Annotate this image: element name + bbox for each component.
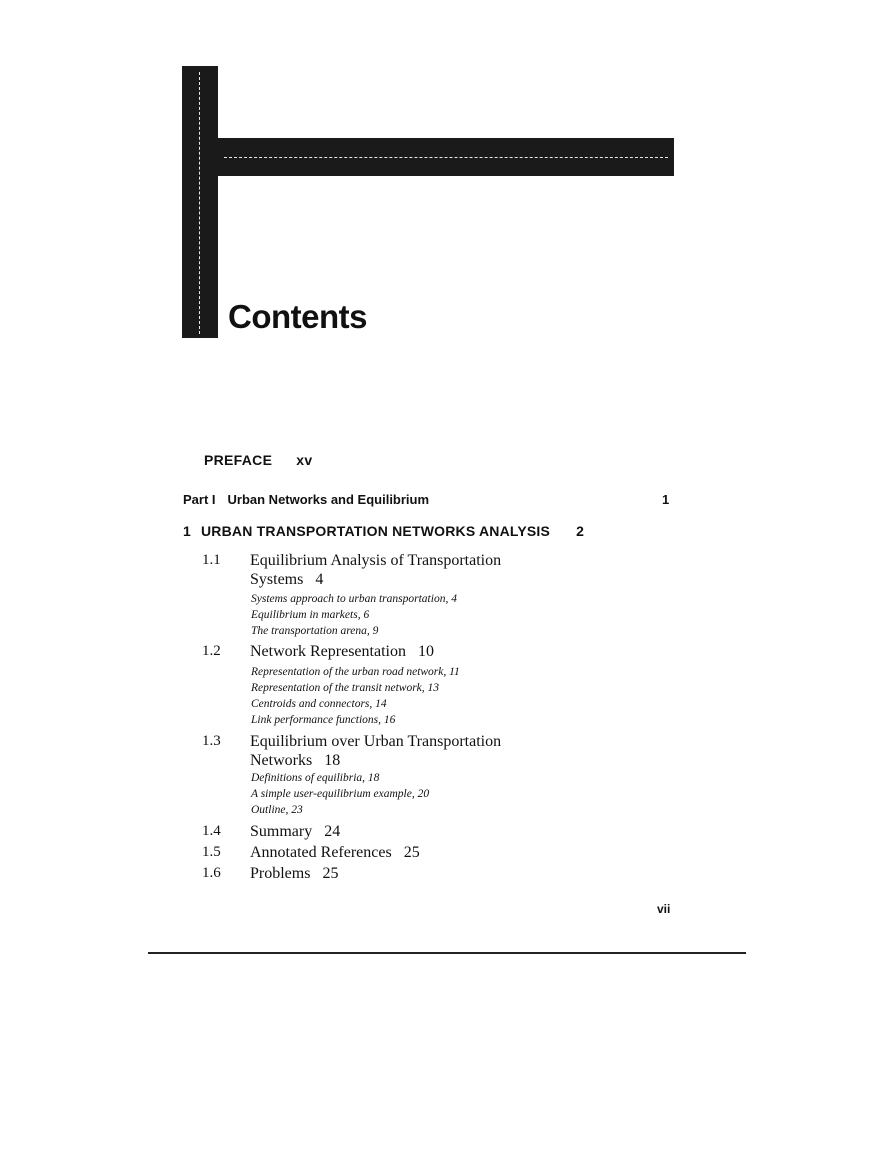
section-number: 1.1 bbox=[202, 552, 221, 568]
section-page: 10 bbox=[417, 643, 434, 660]
toc-chapter bbox=[183, 523, 584, 539]
road-graphic-vertical bbox=[182, 66, 218, 338]
toc-preface bbox=[204, 452, 312, 468]
part-page: 1 bbox=[662, 492, 670, 507]
section-number: 1.5 bbox=[202, 844, 221, 860]
section-title-line: Networks 18 bbox=[250, 752, 341, 769]
road-lane-marking-horizontal bbox=[224, 157, 668, 158]
part-number: Part I bbox=[183, 492, 216, 507]
section-number: 1.6 bbox=[202, 865, 221, 881]
section-title-line: Network Representation bbox=[250, 643, 406, 660]
section-title bbox=[250, 551, 550, 589]
section-title-line: Systems 4 bbox=[250, 571, 324, 588]
subsection-item: Link performance functions, 16 bbox=[251, 714, 396, 726]
subsection-item: Centroids and connectors, 14 bbox=[251, 698, 387, 710]
subsection-list bbox=[251, 664, 460, 728]
section-page: 4 bbox=[315, 571, 324, 588]
subsection-item: Definitions of equilibria, 18 bbox=[251, 772, 380, 784]
page-folio: vii bbox=[657, 902, 671, 916]
section-title bbox=[250, 642, 550, 661]
part-title: Urban Networks and Equilibrium bbox=[227, 492, 430, 507]
section-title-line: Equilibrium over Urban Transportation bbox=[250, 733, 502, 750]
section-title: Problems 25 bbox=[250, 865, 339, 882]
page-title: Contents bbox=[228, 298, 367, 335]
preface-label: PREFACE bbox=[204, 452, 273, 468]
subsection-item: Representation of the transit network, 13 bbox=[251, 682, 440, 694]
bottom-rule bbox=[148, 952, 746, 954]
subsection-item: The transportation arena, 9 bbox=[251, 625, 379, 637]
subsection-item: Outline, 23 bbox=[251, 804, 303, 816]
subsection-item: Systems approach to urban transportation, 4 bbox=[251, 593, 457, 605]
section-page: 25 bbox=[322, 865, 339, 882]
subsection-item: Equilibrium in markets, 6 bbox=[251, 609, 370, 621]
subsection-list bbox=[251, 591, 457, 639]
subsection-item: Representation of the urban road network, 11 bbox=[251, 666, 460, 678]
section-number: 1.3 bbox=[202, 733, 221, 749]
section-page: 25 bbox=[403, 844, 420, 861]
section-title-line: Equilibrium Analysis of Transportation bbox=[250, 552, 502, 569]
section-page: 18 bbox=[324, 752, 341, 769]
section-number: 1.4 bbox=[202, 823, 221, 839]
subsection-item: A simple user-equilibrium example, 20 bbox=[251, 788, 430, 800]
chapter-number: 1 bbox=[183, 523, 191, 539]
chapter-page: 2 bbox=[576, 523, 585, 539]
section-title bbox=[250, 732, 550, 770]
section-page: 24 bbox=[324, 823, 341, 840]
subsection-list bbox=[251, 770, 429, 818]
road-lane-marking-vertical bbox=[199, 72, 200, 334]
chapter-title: URBAN TRANSPORTATION NETWORKS ANALYSIS bbox=[201, 523, 551, 539]
toc-part bbox=[183, 492, 429, 507]
preface-page: xv bbox=[296, 452, 313, 468]
section-title: Annotated References 25 bbox=[250, 844, 420, 861]
section-title: Summary 24 bbox=[250, 823, 341, 840]
section-number: 1.2 bbox=[202, 643, 221, 659]
